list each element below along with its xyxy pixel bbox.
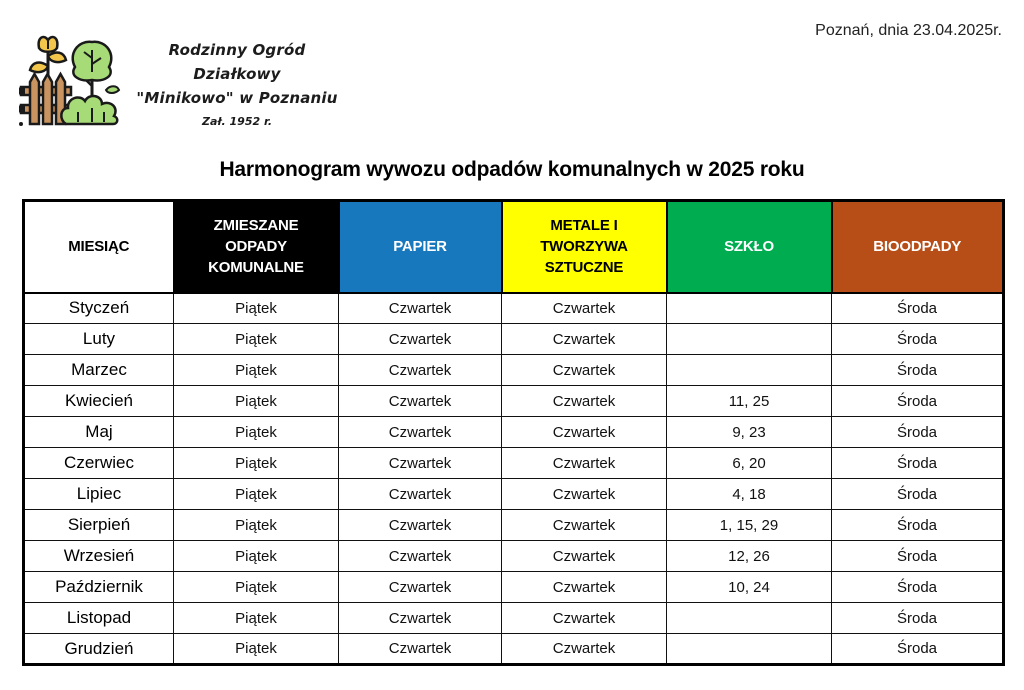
cell-value: Środa (832, 448, 1004, 479)
cell-value: Piątek (174, 572, 339, 603)
cell-month: Sierpień (24, 510, 174, 541)
cell-value (667, 293, 832, 324)
table-row (24, 572, 1004, 603)
cell-month: Styczeń (24, 293, 174, 324)
cell-value: Czwartek (339, 293, 502, 324)
column-header-label: PAPIER (393, 238, 447, 256)
table-row (24, 355, 1004, 386)
cell-value: 1, 15, 29 (667, 510, 832, 541)
table-row (24, 541, 1004, 572)
cell-value: Środa (832, 510, 1004, 541)
column-header (174, 201, 339, 293)
cell-value: Czwartek (502, 479, 667, 510)
column-header-label: METALE I TWORZYWA SZTUCZNE (540, 217, 628, 277)
cell-value: Czwartek (339, 417, 502, 448)
cell-value: Czwartek (502, 634, 667, 665)
cell-value: Czwartek (502, 448, 667, 479)
cell-month: Marzec (24, 355, 174, 386)
table-row (24, 510, 1004, 541)
cell-month: Wrzesień (24, 541, 174, 572)
cell-value: Czwartek (502, 293, 667, 324)
cell-value: Środa (832, 479, 1004, 510)
page-title: Harmonogram wywozu odpadów komunalnych w 2025 roku (219, 158, 805, 181)
cell-month: Czerwiec (24, 448, 174, 479)
cell-value: Środa (832, 355, 1004, 386)
cell-value: 11, 25 (667, 386, 832, 417)
table-row (24, 386, 1004, 417)
cell-value: Środa (832, 603, 1004, 634)
organization-name-line2: "Minikowo" w Poznaniu (136, 89, 338, 107)
cell-value: Piątek (174, 541, 339, 572)
cell-value: Czwartek (339, 479, 502, 510)
cell-value: Piątek (174, 355, 339, 386)
cell-value: Czwartek (502, 355, 667, 386)
cell-value: Czwartek (502, 541, 667, 572)
cell-value: Czwartek (502, 510, 667, 541)
cell-value: Czwartek (502, 603, 667, 634)
cell-value: Piątek (174, 448, 339, 479)
column-header-label: ZMIESZANE ODPADY KOMUNALNE (208, 217, 304, 277)
table-row (24, 479, 1004, 510)
cell-value: Środa (832, 324, 1004, 355)
cell-value: 6, 20 (667, 448, 832, 479)
cell-month: Kwiecień (24, 386, 174, 417)
cell-value: Czwartek (339, 355, 502, 386)
cell-value: Czwartek (502, 417, 667, 448)
column-header (667, 201, 832, 293)
cell-value: Czwartek (339, 572, 502, 603)
column-header (339, 201, 502, 293)
waste-schedule-table (22, 199, 1005, 666)
cell-value: Piątek (174, 386, 339, 417)
cell-month: Listopad (24, 603, 174, 634)
cell-month: Maj (24, 417, 174, 448)
cell-value: Piątek (174, 603, 339, 634)
column-header (502, 201, 667, 293)
table-row (24, 603, 1004, 634)
cell-value: Czwartek (502, 324, 667, 355)
cell-value: 9, 23 (667, 417, 832, 448)
cell-value: Czwartek (502, 386, 667, 417)
column-header-label: SZKŁO (724, 238, 774, 256)
cell-value: Środa (832, 572, 1004, 603)
cell-value: 4, 18 (667, 479, 832, 510)
cell-value: Czwartek (339, 448, 502, 479)
cell-value: Czwartek (339, 386, 502, 417)
cell-value (667, 634, 832, 665)
cell-value: Piątek (174, 479, 339, 510)
organization-name (136, 38, 338, 132)
cell-value: Czwartek (339, 541, 502, 572)
date-line: Poznań, dnia 23.04.2025r. (815, 22, 1002, 39)
column-header-label: BIOODPADY (873, 238, 962, 256)
cell-month: Lipiec (24, 479, 174, 510)
cell-value (667, 355, 832, 386)
column-header (832, 201, 1004, 293)
table-header-row (24, 201, 1004, 293)
organization-name-line1: Rodzinny Ogród Działkowy (168, 41, 306, 83)
column-header-label: MIESIĄC (68, 238, 130, 256)
cell-value: Czwartek (339, 324, 502, 355)
cell-value: Czwartek (502, 572, 667, 603)
table-body (24, 293, 1004, 665)
garden-allotment-logo-icon (18, 32, 128, 138)
cell-value: Piątek (174, 510, 339, 541)
cell-value (667, 603, 832, 634)
cell-value: Piątek (174, 324, 339, 355)
cell-value (667, 324, 832, 355)
cell-value: Piątek (174, 293, 339, 324)
table-row (24, 293, 1004, 324)
cell-value: Czwartek (339, 510, 502, 541)
cell-value: 10, 24 (667, 572, 832, 603)
cell-value: Środa (832, 634, 1004, 665)
cell-value: Środa (832, 293, 1004, 324)
table-row (24, 448, 1004, 479)
table-row (24, 324, 1004, 355)
organization-founded-line: Zał. 1952 r. (201, 115, 272, 128)
cell-value: Środa (832, 386, 1004, 417)
cell-value: Piątek (174, 417, 339, 448)
table-row (24, 417, 1004, 448)
column-header (24, 201, 174, 293)
cell-value: Czwartek (339, 603, 502, 634)
cell-value: Piątek (174, 634, 339, 665)
cell-value: Środa (832, 417, 1004, 448)
cell-month: Październik (24, 572, 174, 603)
table-row (24, 634, 1004, 665)
organization-logo (18, 32, 338, 138)
cell-value: Czwartek (339, 634, 502, 665)
cell-month: Grudzień (24, 634, 174, 665)
cell-value: Środa (832, 541, 1004, 572)
cell-month: Luty (24, 324, 174, 355)
cell-value: 12, 26 (667, 541, 832, 572)
